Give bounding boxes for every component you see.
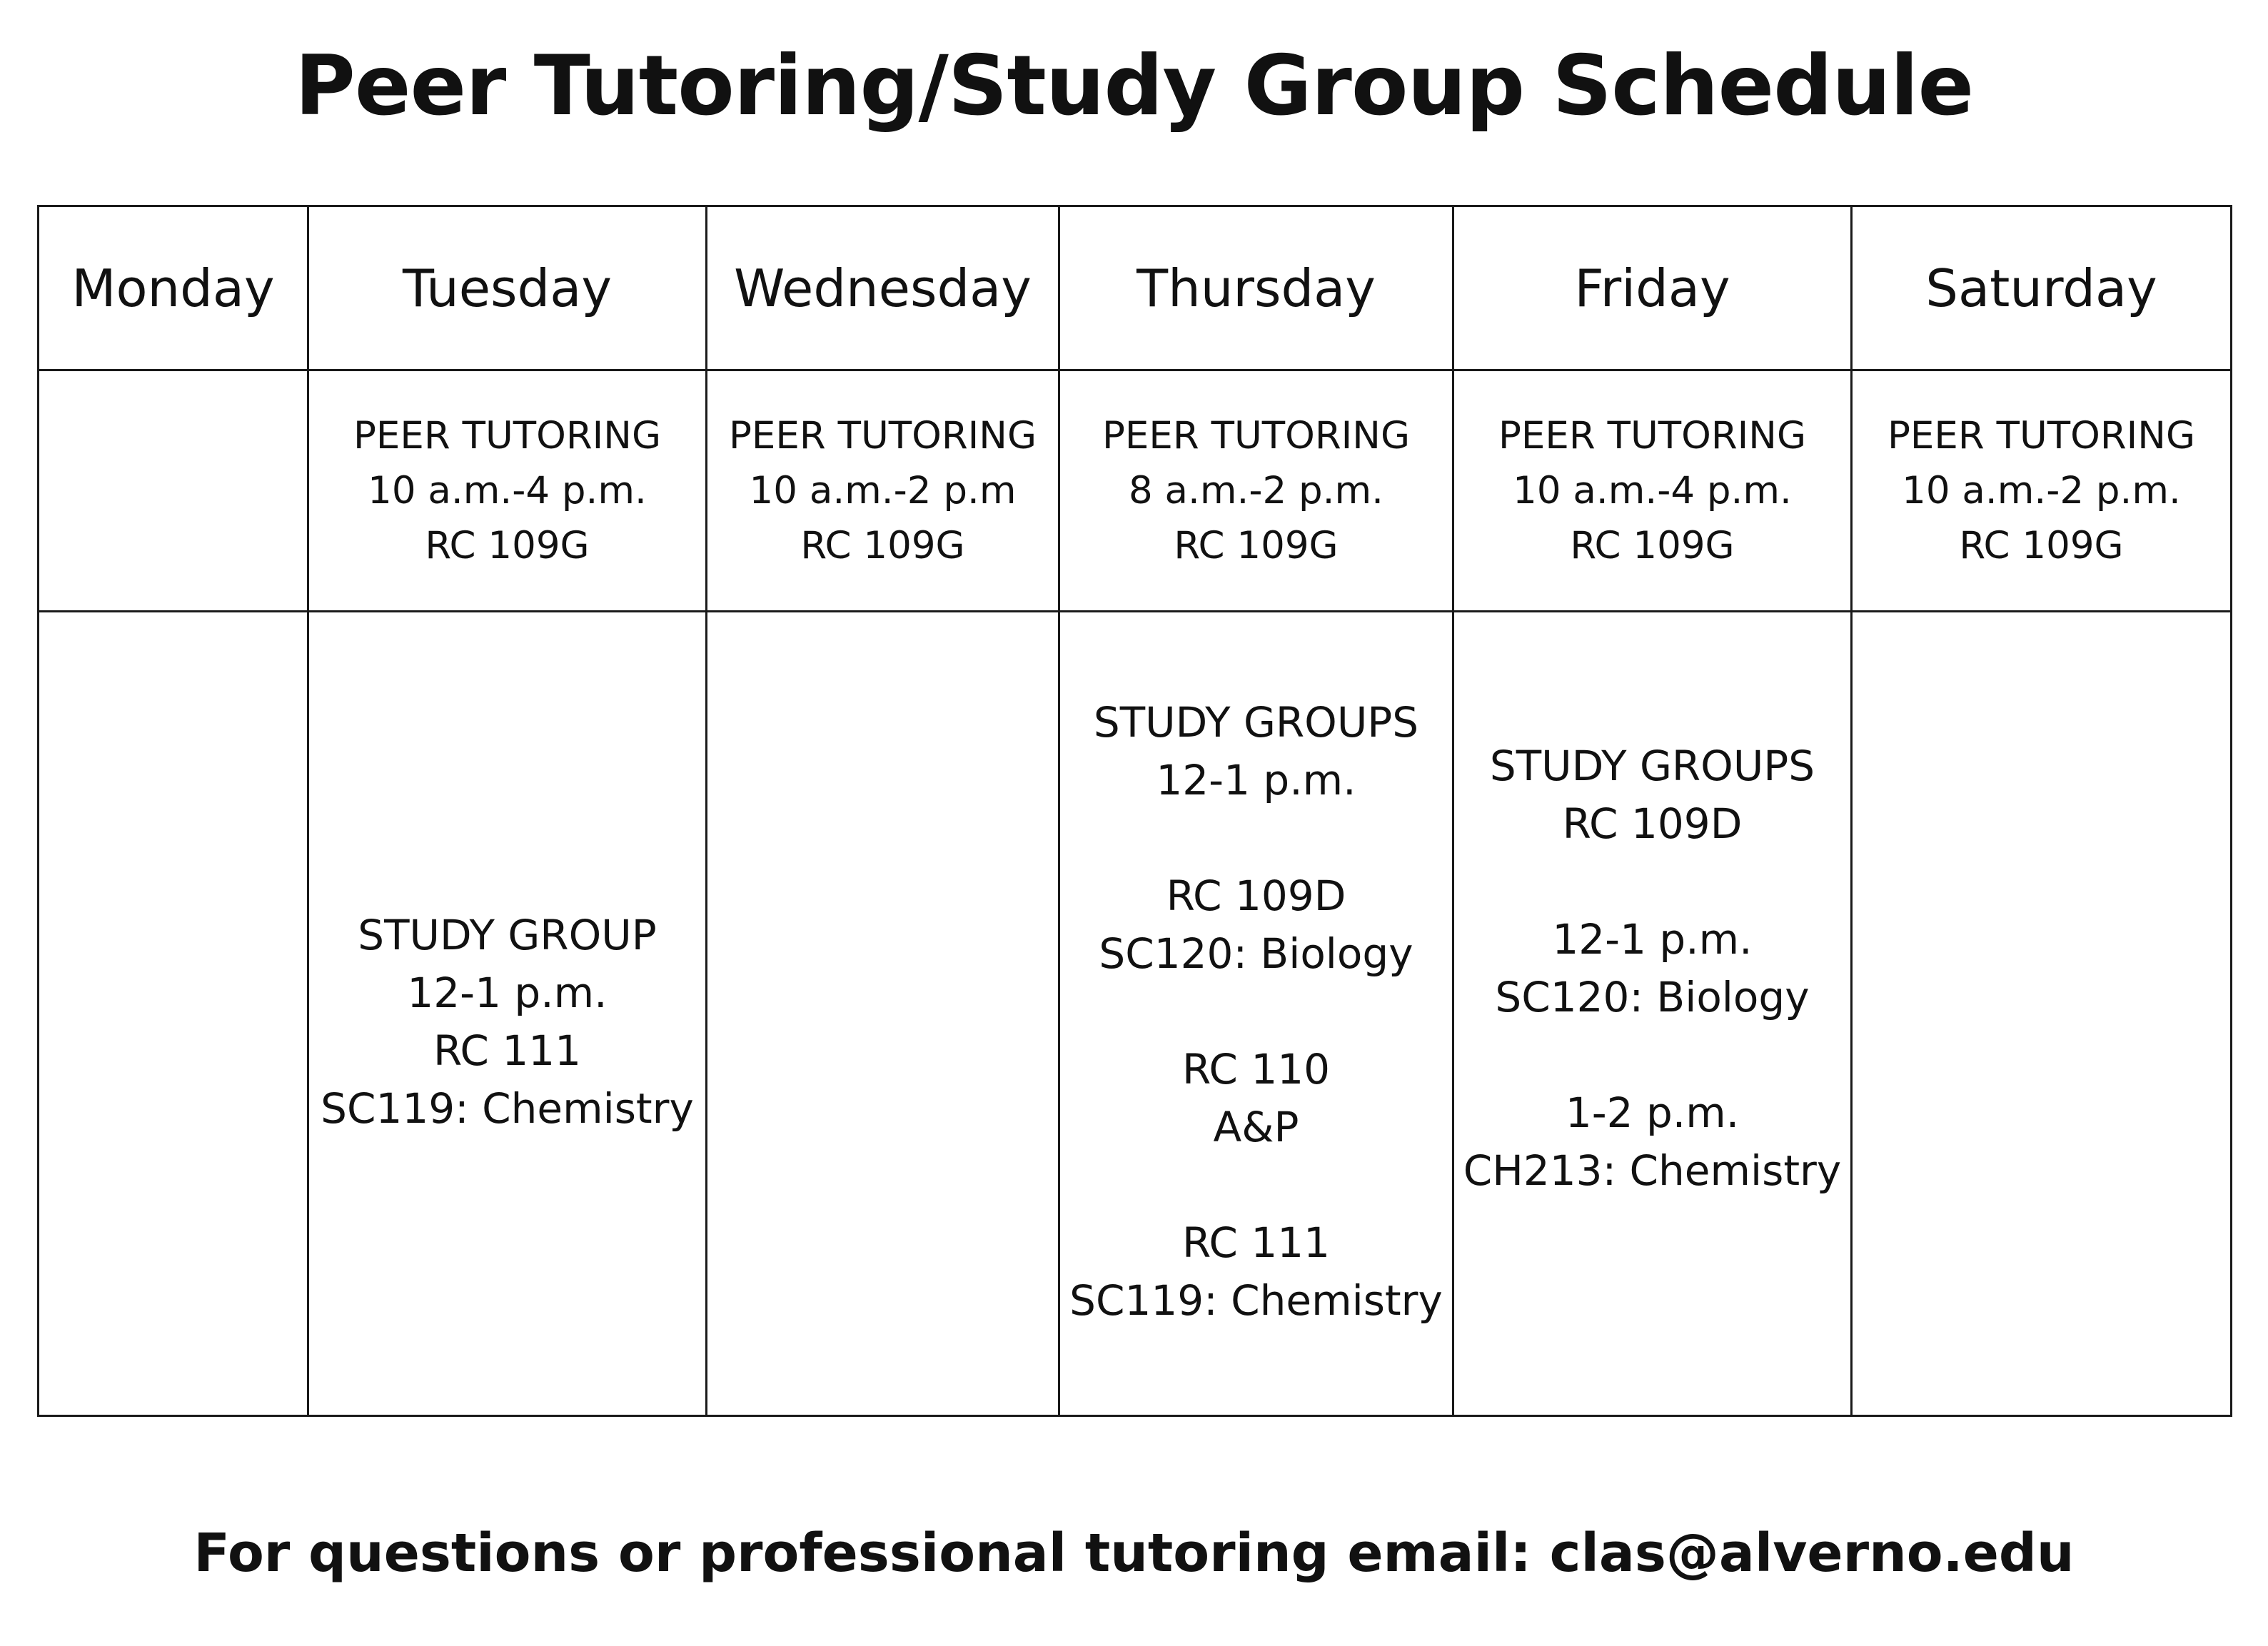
day-header-wednesday: Wednesday (707, 206, 1059, 370)
tutoring-label: PEER TUTORING (1887, 414, 2196, 458)
study-group-row (39, 612, 2232, 1416)
tutoring-hours: 10 a.m.-4 p.m. (368, 469, 647, 513)
day-header-monday: Monday (39, 206, 308, 370)
peer-tutoring-row (39, 370, 2232, 612)
tutoring-room: RC 109G (1570, 524, 1735, 567)
tutoring-room: RC 109G (425, 524, 590, 567)
study-group-hours: 12-1 p.m. (407, 969, 608, 1017)
tutoring-label: PEER TUTORING (1102, 414, 1411, 458)
study-group-hours: 12-1 p.m. (1552, 915, 1753, 964)
study-group-course: SC119: Chemistry (1069, 1276, 1443, 1325)
spacer (1060, 983, 1452, 1041)
spacer (1060, 809, 1452, 867)
study-group-cell-tuesday (308, 612, 707, 1416)
study-group-cell-saturday (1852, 612, 2232, 1416)
peer-tutoring-cell-monday (39, 370, 308, 612)
day-header-row (39, 206, 2232, 370)
tutoring-room: RC 109G (1959, 524, 2124, 567)
study-group-course: CH213: Chemistry (1463, 1146, 1842, 1195)
study-group-course: SC120: Biology (1099, 929, 1413, 978)
study-group-room: RC 109D (1562, 799, 1743, 848)
study-group-label: STUDY GROUPS (1489, 742, 1815, 790)
day-header-tuesday: Tuesday (308, 206, 707, 370)
peer-tutoring-cell-tuesday (308, 370, 707, 612)
spacer (1060, 1156, 1452, 1214)
study-group-label: STUDY GROUP (358, 911, 657, 959)
peer-tutoring-cell-thursday (1059, 370, 1453, 612)
tutoring-hours: 10 a.m.-4 p.m. (1513, 469, 1792, 513)
study-group-course: A&P (1213, 1103, 1299, 1151)
day-header-thursday: Thursday (1059, 206, 1453, 370)
schedule-table (37, 205, 2232, 1417)
study-group-hours: 12-1 p.m. (1156, 756, 1356, 804)
study-group-room: RC 109D (1166, 872, 1346, 920)
study-group-course: SC119: Chemistry (321, 1084, 694, 1133)
peer-tutoring-cell-friday (1453, 370, 1852, 612)
tutoring-label: PEER TUTORING (1498, 414, 1807, 458)
tutoring-room: RC 109G (1174, 524, 1339, 567)
peer-tutoring-cell-saturday (1852, 370, 2232, 612)
tutoring-hours: 10 a.m.-2 p.m. (1902, 469, 2181, 513)
study-group-room: RC 110 (1181, 1045, 1331, 1094)
study-group-cell-monday (39, 612, 308, 1416)
spacer (1454, 853, 1850, 911)
day-header-friday: Friday (1453, 206, 1852, 370)
tutoring-room: RC 109G (800, 524, 965, 567)
tutoring-hours: 8 a.m.-2 p.m. (1128, 469, 1384, 513)
study-group-course: SC120: Biology (1495, 973, 1810, 1021)
study-group-cell-friday (1453, 612, 1852, 1416)
study-group-label: STUDY GROUPS (1093, 698, 1419, 747)
study-group-cell-thursday (1059, 612, 1453, 1416)
study-group-hours: 1-2 p.m. (1565, 1089, 1740, 1137)
page-title: Peer Tutoring/Study Group Schedule (294, 38, 1974, 134)
tutoring-label: PEER TUTORING (728, 414, 1037, 458)
study-group-room: RC 111 (433, 1026, 582, 1075)
tutoring-label: PEER TUTORING (353, 414, 662, 458)
peer-tutoring-cell-wednesday (707, 370, 1059, 612)
contact-footer: For questions or professional tutoring email: clas@alverno.edu (193, 1523, 2075, 1584)
day-header-saturday: Saturday (1852, 206, 2232, 370)
study-group-room: RC 111 (1181, 1218, 1331, 1267)
study-group-cell-wednesday (707, 612, 1059, 1416)
spacer (1454, 1026, 1850, 1084)
tutoring-hours: 10 a.m.-2 p.m (749, 469, 1017, 513)
